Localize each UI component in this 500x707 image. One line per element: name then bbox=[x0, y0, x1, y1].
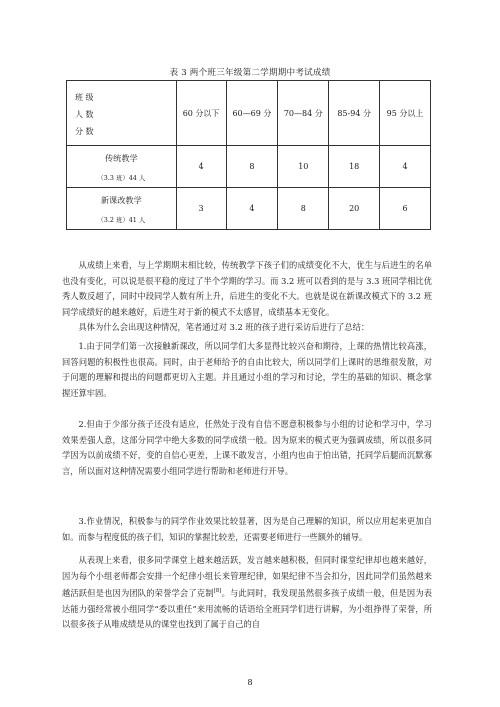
paragraph-interview-intro: 具体为什么会出现这种情况，笔者通过对 3.2 班的孩子进行采访后进行了总结： bbox=[78, 322, 370, 332]
table-cell: 10 bbox=[278, 146, 329, 188]
table-cell: 4 bbox=[380, 146, 431, 188]
corner-header-cell bbox=[67, 81, 177, 146]
row-class-size: （3.2 班）41 人 bbox=[97, 216, 146, 224]
row-header-cell bbox=[67, 188, 177, 230]
table-caption: 表 3 两个班三年级第二学期期中考试成绩 bbox=[169, 68, 331, 78]
paragraph-text: 从表现上来看，很多同学课堂上越来越活跃，发言越来越积极，但同时课堂纪律却也越来越好，因为每个小组老师都会安排一个纪律小组长来管理纪律，如果纪律不当会扣分，因此同学们虽然越来越活跃但是也因为团队的荣誉学会了克制 bbox=[62, 555, 432, 598]
paragraph-point-2: 2.但由于少部分孩子还没有适应，任然处于没有自信不愿意积极参与小组的讨论和学习中，学习效果差强人意，这部分同学中绝大多数的同学成绩一般。因为原来的模式更为强调成绩，所以很多同学因为以前成绩不好，变的自信心更差，上课不敢发言，小组内也由于怕出错，托同学后腿而沉默寡言，所以面对这种情况需要小组同学进行帮助和老师进行开导。 bbox=[62, 419, 432, 476]
grade-table bbox=[66, 80, 431, 230]
column-header: 85-94 分 bbox=[329, 81, 380, 146]
column-header: 60 分以下 bbox=[176, 81, 226, 146]
paragraph-point-3: 3.作业情况，积极参与的同学作业效果比较显著，因为是自己理解的知识，所以应用起来更加自如。而参与程度低的孩子们，知识的掌握比较差，还需要老师进行一些额外的辅导。 bbox=[62, 516, 432, 542]
table-cell: 8 bbox=[278, 188, 329, 230]
table-cell: 18 bbox=[329, 146, 380, 188]
table-cell: 8 bbox=[226, 146, 278, 188]
corner-label-class: 班 级 bbox=[75, 93, 94, 102]
row-header-cell bbox=[67, 146, 177, 188]
row-class-size: （3.3 班）44 人 bbox=[97, 174, 146, 182]
paragraph-score-analysis: 从成绩上来看，与上学期期末相比较，传统教学下孩子们的成绩变化不大，优生与后进生的名单也没有变化，可以说是很平稳的度过了半个学期的学习。而 3.2 班可以看到的是与 3.3 班同学相比优秀人数反超了，同时中段同学人数有所上升，后进生的变化不大。也就是说在新课改模式下的 3.2 班同学成绩好的越来越好，后进生对于新的模式不太感冒，成绩基本无变化。 bbox=[62, 260, 432, 317]
paragraph-text: 。与此同时，我发现虽然很多孩子成绩一般，但是因为表达能力强经常被小组同学“委以重任”来用流畅的话语给全班同学们进行讲解，为小组挣得了荣誉，所以很多孩子从唯成绩是从的课堂也找到了属于自己的自 bbox=[62, 587, 433, 630]
column-header: 70—84 分 bbox=[278, 81, 329, 146]
paragraph-classroom-behavior bbox=[62, 553, 432, 633]
table-row bbox=[67, 146, 431, 188]
table-cell: 4 bbox=[176, 146, 226, 188]
table-header-row bbox=[67, 81, 431, 146]
table-cell: 4 bbox=[226, 188, 278, 230]
row-class-name: 新课改教学 bbox=[100, 195, 142, 205]
column-header: 95 分以上 bbox=[380, 81, 431, 146]
table-cell: 3 bbox=[176, 188, 226, 230]
corner-label-score: 分 数 bbox=[75, 127, 94, 136]
table-cell: 20 bbox=[329, 188, 380, 230]
paragraph-point-1: 1.由于同学们第一次接触新课改，所以同学们大多显得比较兴奋和期待，上课的热情比较高涨，回答问题的积极性也很高。同时，由于老师给予的自由比较大，所以同学们上课时的思维很发散，对于问题的理解和提出的问题都更切入主题。并且通过小组的学习和讨论，学生的基础的知识、概念掌握还算牢固。 bbox=[62, 341, 432, 398]
row-class-name: 传统教学 bbox=[104, 153, 138, 163]
table-cell: 6 bbox=[380, 188, 431, 230]
column-header: 60—69 分 bbox=[226, 81, 278, 146]
citation-mark: [8] bbox=[213, 588, 222, 595]
page-number: 8 bbox=[247, 678, 253, 687]
table-row bbox=[67, 188, 431, 230]
corner-label-count: 人 数 bbox=[75, 110, 94, 119]
